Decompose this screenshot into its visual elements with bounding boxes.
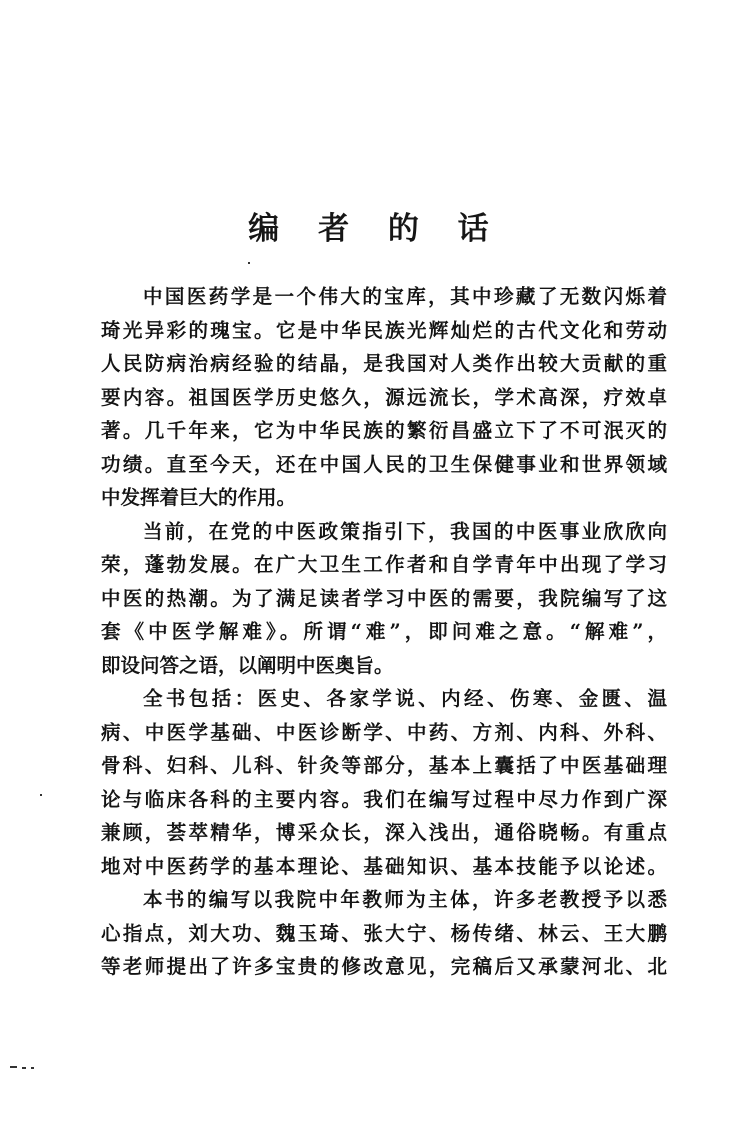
text-line: 即设问答之语，以阐明中医奥旨。 [101, 653, 394, 677]
text-line: 病、中医学基础、中医诊断学、中药、方剂、内科、外科、 [101, 720, 667, 744]
text-line: 人民防病治病经验的结晶，是我国对人类作出较大贡献的重 [101, 352, 667, 375]
page-title: 编 者 的 话 [248, 211, 503, 247]
text-line: 要内容。祖国医学历史悠久，源远流长，学术高深，疗效卓 [101, 385, 667, 409]
text-line: 全书包括：医史、各家学说、内经、伤寒、金匮、温 [143, 687, 667, 710]
scan-speck [40, 794, 42, 796]
text-line: 功绩。直至今天，还在中国人民的卫生保健事业和世界领域 [101, 452, 667, 476]
text-line: 论与临床各科的主要内容。我们在编写过程中尽力作到广深 [101, 787, 667, 811]
scan-speck [248, 262, 250, 264]
scan-speck [31, 1067, 34, 1069]
text-line: 荣，蓬勃发展。在广大卫生工作者和自学青年中出现了学习 [101, 553, 667, 576]
scan-speck [22, 1067, 26, 1069]
scan-speck [10, 1066, 17, 1068]
text-line: 骨科、妇科、儿科、针灸等部分，基本上囊括了中医基础理 [101, 754, 667, 777]
text-line: 中医的热潮。为了满足读者学习中医的需要，我院编写了这 [101, 586, 667, 610]
text-line: 著。几千年来，它为中华民族的繁衍昌盛立下了不可泯灭的 [101, 419, 667, 442]
text-line: 心指点，刘大功、魏玉琦、张大宁、杨传绪、林云、王大鹏 [101, 921, 667, 945]
text-line: 套《中医学解难》。所谓“难”，即问难之意。“解难”， [101, 620, 667, 643]
text-line: 等老师提出了许多宝贵的修改意见，完稿后又承蒙河北、北 [101, 955, 667, 978]
body-text [101, 280, 667, 984]
text-line: 琦光异彩的瑰宝。它是中华民族光辉灿烂的古代文化和劳动 [101, 318, 667, 342]
text-line: 本书的编写以我院中年教师为主体，许多老教授予以悉 [143, 888, 667, 911]
text-line: 兼顾，荟萃精华，博采众长，深入浅出，通俗晓畅。有重点 [101, 821, 667, 844]
text-line: 中发挥着巨大的作用。 [101, 486, 297, 509]
text-line: 当前，在党的中医政策指引下，我国的中医事业欣欣向 [143, 519, 667, 543]
text-line: 地对中医药学的基本理论、基础知识、基本技能予以论述。 [101, 854, 667, 878]
text-line: 中国医药学是一个伟大的宝库，其中珍藏了无数闪烁着 [143, 285, 667, 308]
